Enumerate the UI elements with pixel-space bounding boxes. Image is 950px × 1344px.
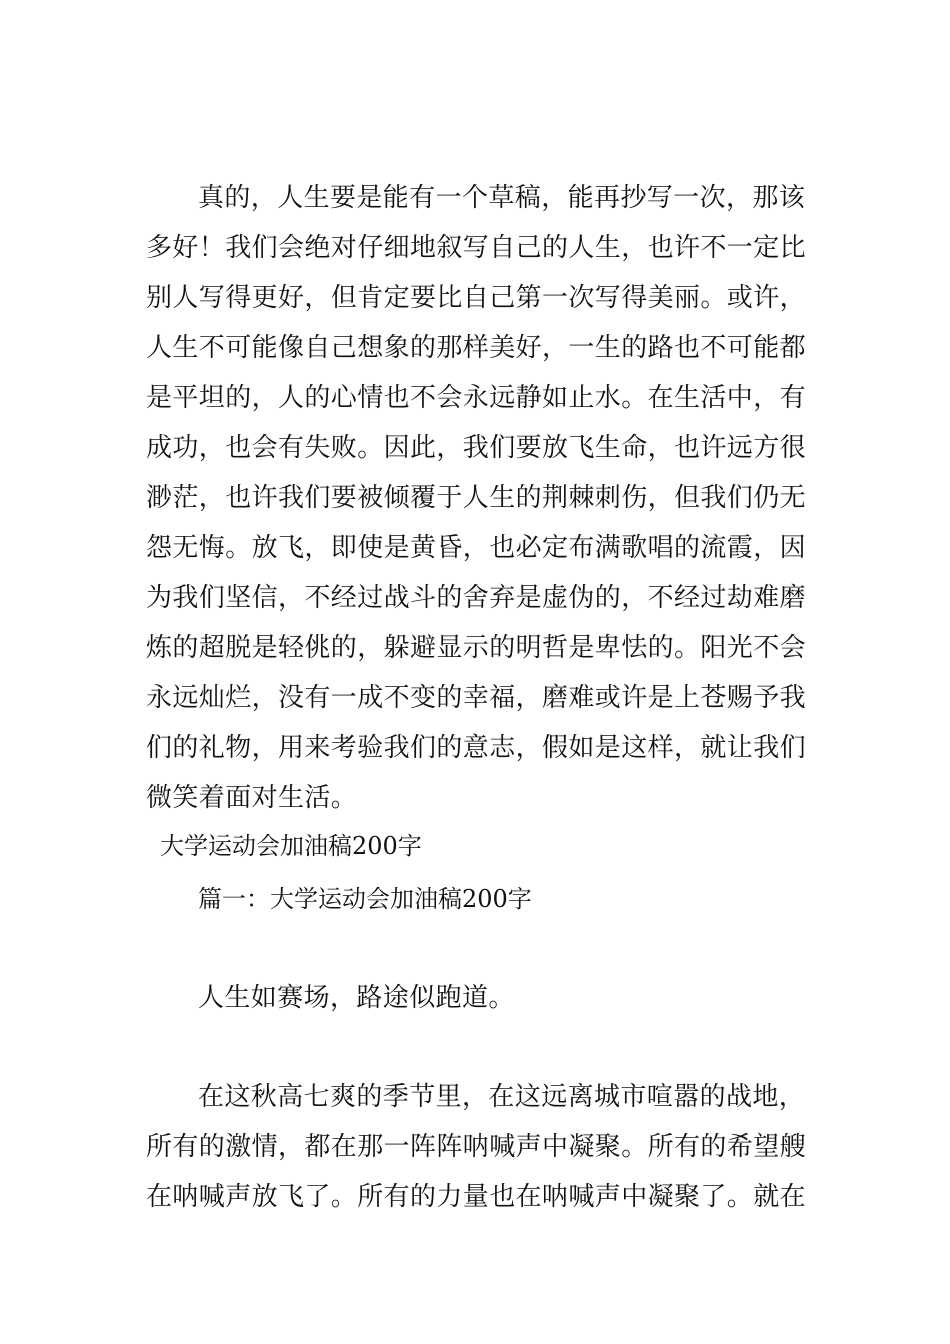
paragraph-line: 成功，也会有失败。因此，我们要放飞生命，也许远方很 xyxy=(146,433,807,463)
paragraph-line: 炼的超脱是轻佻的，躲避显示的明哲是卑怯的。阳光不会 xyxy=(146,633,807,663)
paragraph-line: 真的，人生要是能有一个草稿，能再抄写一次，那该 xyxy=(198,183,806,213)
paragraph-line: 怨无悔。放飞，即使是黄昏，也必定布满歌唱的流霞，因 xyxy=(146,533,807,563)
paragraph-line: 人生如赛场，路途似跑道。 xyxy=(198,983,515,1013)
section-title: 大学运动会加油稿200字 xyxy=(160,832,422,860)
paragraph-line: 微笑着面对生活。 xyxy=(146,783,358,813)
paragraph-line: 别人写得更好，但肯定要比自己第一次写得美丽。或许， xyxy=(146,283,807,313)
paragraph-line: 为我们坚信，不经过战斗的舍弃是虚伪的，不经过劫难磨 xyxy=(146,583,807,613)
subsection-title: 篇一：大学运动会加油稿200字 xyxy=(198,885,532,913)
paragraph-line: 人生不可能像自己想象的那样美好，一生的路也不可能都 xyxy=(146,333,807,363)
paragraph-line: 多好！我们会绝对仔细地叙写自己的人生，也许不一定比 xyxy=(146,233,807,263)
paragraph-line: 永远灿烂，没有一成不变的幸福，磨难或许是上苍赐予我 xyxy=(146,683,807,713)
paragraph-line: 渺茫，也许我们要被倾覆于人生的荆棘刺伤，但我们仍无 xyxy=(146,483,807,513)
paragraph-line: 在呐喊声放飞了。所有的力量也在呐喊声中凝聚了。就在 xyxy=(146,1182,807,1212)
paragraph-line: 在这秋高七爽的季节里，在这远离城市喧嚣的战地， xyxy=(198,1082,806,1112)
paragraph-line: 们的礼物，用来考验我们的意志，假如是这样，就让我们 xyxy=(146,733,807,763)
paragraph-line: 所有的激情，都在那一阵阵呐喊声中凝聚。所有的希望艘 xyxy=(146,1132,807,1162)
paragraph-line: 是平坦的，人的心情也不会永远静如止水。在生活中，有 xyxy=(146,383,807,413)
